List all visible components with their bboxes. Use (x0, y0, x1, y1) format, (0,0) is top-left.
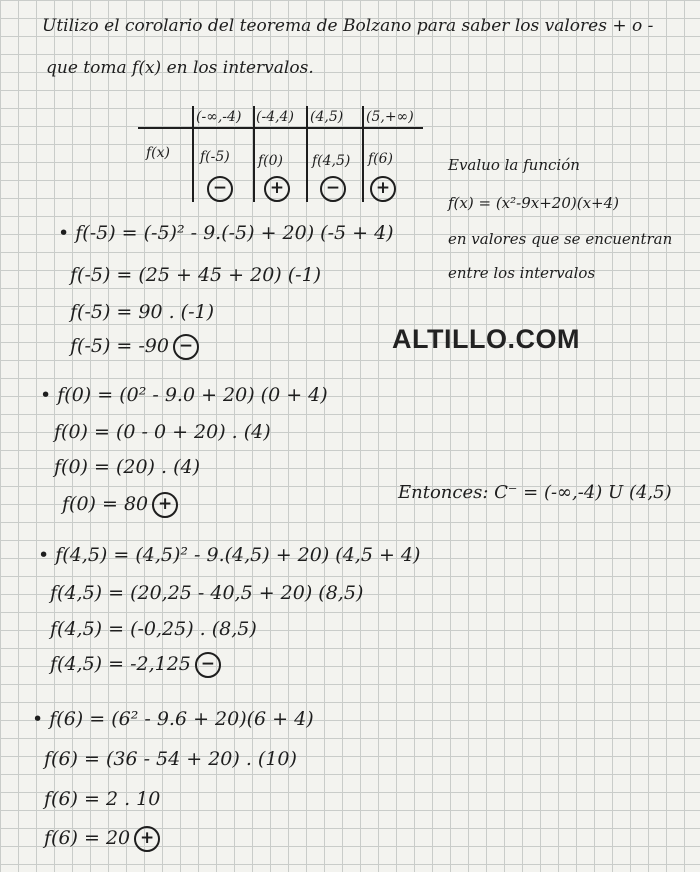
block1-line-4 (70, 334, 199, 360)
bullet: • (38, 544, 50, 566)
conclusion: Entonces: C⁻ = (-∞,-4) U (4,5) (398, 482, 672, 503)
interval-1: (-∞,-4) (196, 109, 242, 125)
minus-circle-icon: − (195, 652, 221, 678)
table-divider-1 (192, 106, 194, 202)
equation-text: f(0) = (0² - 9.0 + 20) (0 + 4) (57, 384, 328, 406)
table-divider-3 (306, 106, 308, 202)
block2-line-4 (62, 492, 178, 518)
table-divider-2 (253, 106, 255, 202)
interval-4: (5,+∞) (366, 109, 414, 125)
block2-line-2: f(0) = (0 - 0 + 20) . (4) (54, 421, 271, 443)
equation-result: f(-5) = -90 (70, 335, 169, 357)
minus-circle-icon: − (173, 334, 199, 360)
interval-sign-4 (366, 176, 396, 202)
equation-text: f(6) = (6² - 9.6 + 20)(6 + 4) (49, 708, 314, 730)
block2-line-1 (40, 386, 328, 405)
interval-sign-2 (260, 176, 290, 202)
block1-line-1 (58, 224, 394, 243)
bullet: • (40, 384, 52, 406)
watermark: ALTILLO.COM (392, 324, 580, 354)
side-note-line-3: en valores que se encuentran (448, 230, 673, 248)
eval-point-1: f(-5) (200, 149, 230, 165)
side-note-line-2: f(x) = (x²-9x+20)(x+4) (448, 194, 619, 212)
minus-circle-icon: − (320, 176, 346, 202)
block3-line-1 (38, 546, 420, 565)
interval-sign-1 (203, 176, 233, 202)
block4-line-4 (44, 826, 160, 852)
block4-line-1 (32, 710, 314, 729)
bullet: • (32, 708, 44, 730)
equation-text: f(4,5) = (4,5)² - 9.(4,5) + 20) (4,5 + 4) (55, 544, 421, 566)
table-divider-4 (362, 106, 364, 202)
equation-result: f(6) = 20 (44, 827, 131, 849)
eval-point-2: f(0) (258, 153, 284, 169)
block4-line-2: f(6) = (36 - 54 + 20) . (10) (44, 748, 297, 770)
side-note-line-1: Evaluo la función (448, 156, 580, 174)
table-row-label: f(x) (146, 145, 171, 161)
minus-circle-icon: − (207, 176, 233, 202)
eval-point-3: f(4,5) (312, 153, 351, 169)
interval-sign-3 (316, 176, 346, 202)
block3-line-4 (50, 652, 221, 678)
plus-circle-icon: + (152, 492, 178, 518)
block3-line-3: f(4,5) = (-0,25) . (8,5) (50, 618, 257, 640)
block3-line-2: f(4,5) = (20,25 - 40,5 + 20) (8,5) (50, 582, 364, 604)
block2-line-3: f(0) = (20) . (4) (54, 456, 200, 478)
eval-point-4: f(6) (368, 151, 394, 167)
block1-line-3: f(-5) = 90 . (-1) (70, 301, 214, 323)
side-note-line-4: entre los intervalos (448, 264, 596, 282)
bullet: • (58, 222, 70, 244)
interval-3: (4,5) (310, 109, 344, 125)
plus-circle-icon: + (264, 176, 290, 202)
block1-line-2: f(-5) = (25 + 45 + 20) (-1) (70, 264, 322, 286)
equation-text: f(-5) = (-5)² - 9.(-5) + 20) (-5 + 4) (75, 222, 394, 244)
interval-2: (-4,4) (256, 109, 294, 125)
equation-result: f(4,5) = -2,125 (50, 653, 191, 675)
intro-line-1: Utilizo el corolario del teorema de Bolzano para saber los valores + o - (42, 16, 654, 36)
table-horizontal-rule (138, 127, 423, 129)
intro-line-2: que toma f(x) en los intervalos. (46, 58, 314, 78)
block4-line-3: f(6) = 2 . 10 (44, 788, 161, 810)
plus-circle-icon: + (134, 826, 160, 852)
plus-circle-icon: + (370, 176, 396, 202)
equation-result: f(0) = 80 (62, 493, 149, 515)
